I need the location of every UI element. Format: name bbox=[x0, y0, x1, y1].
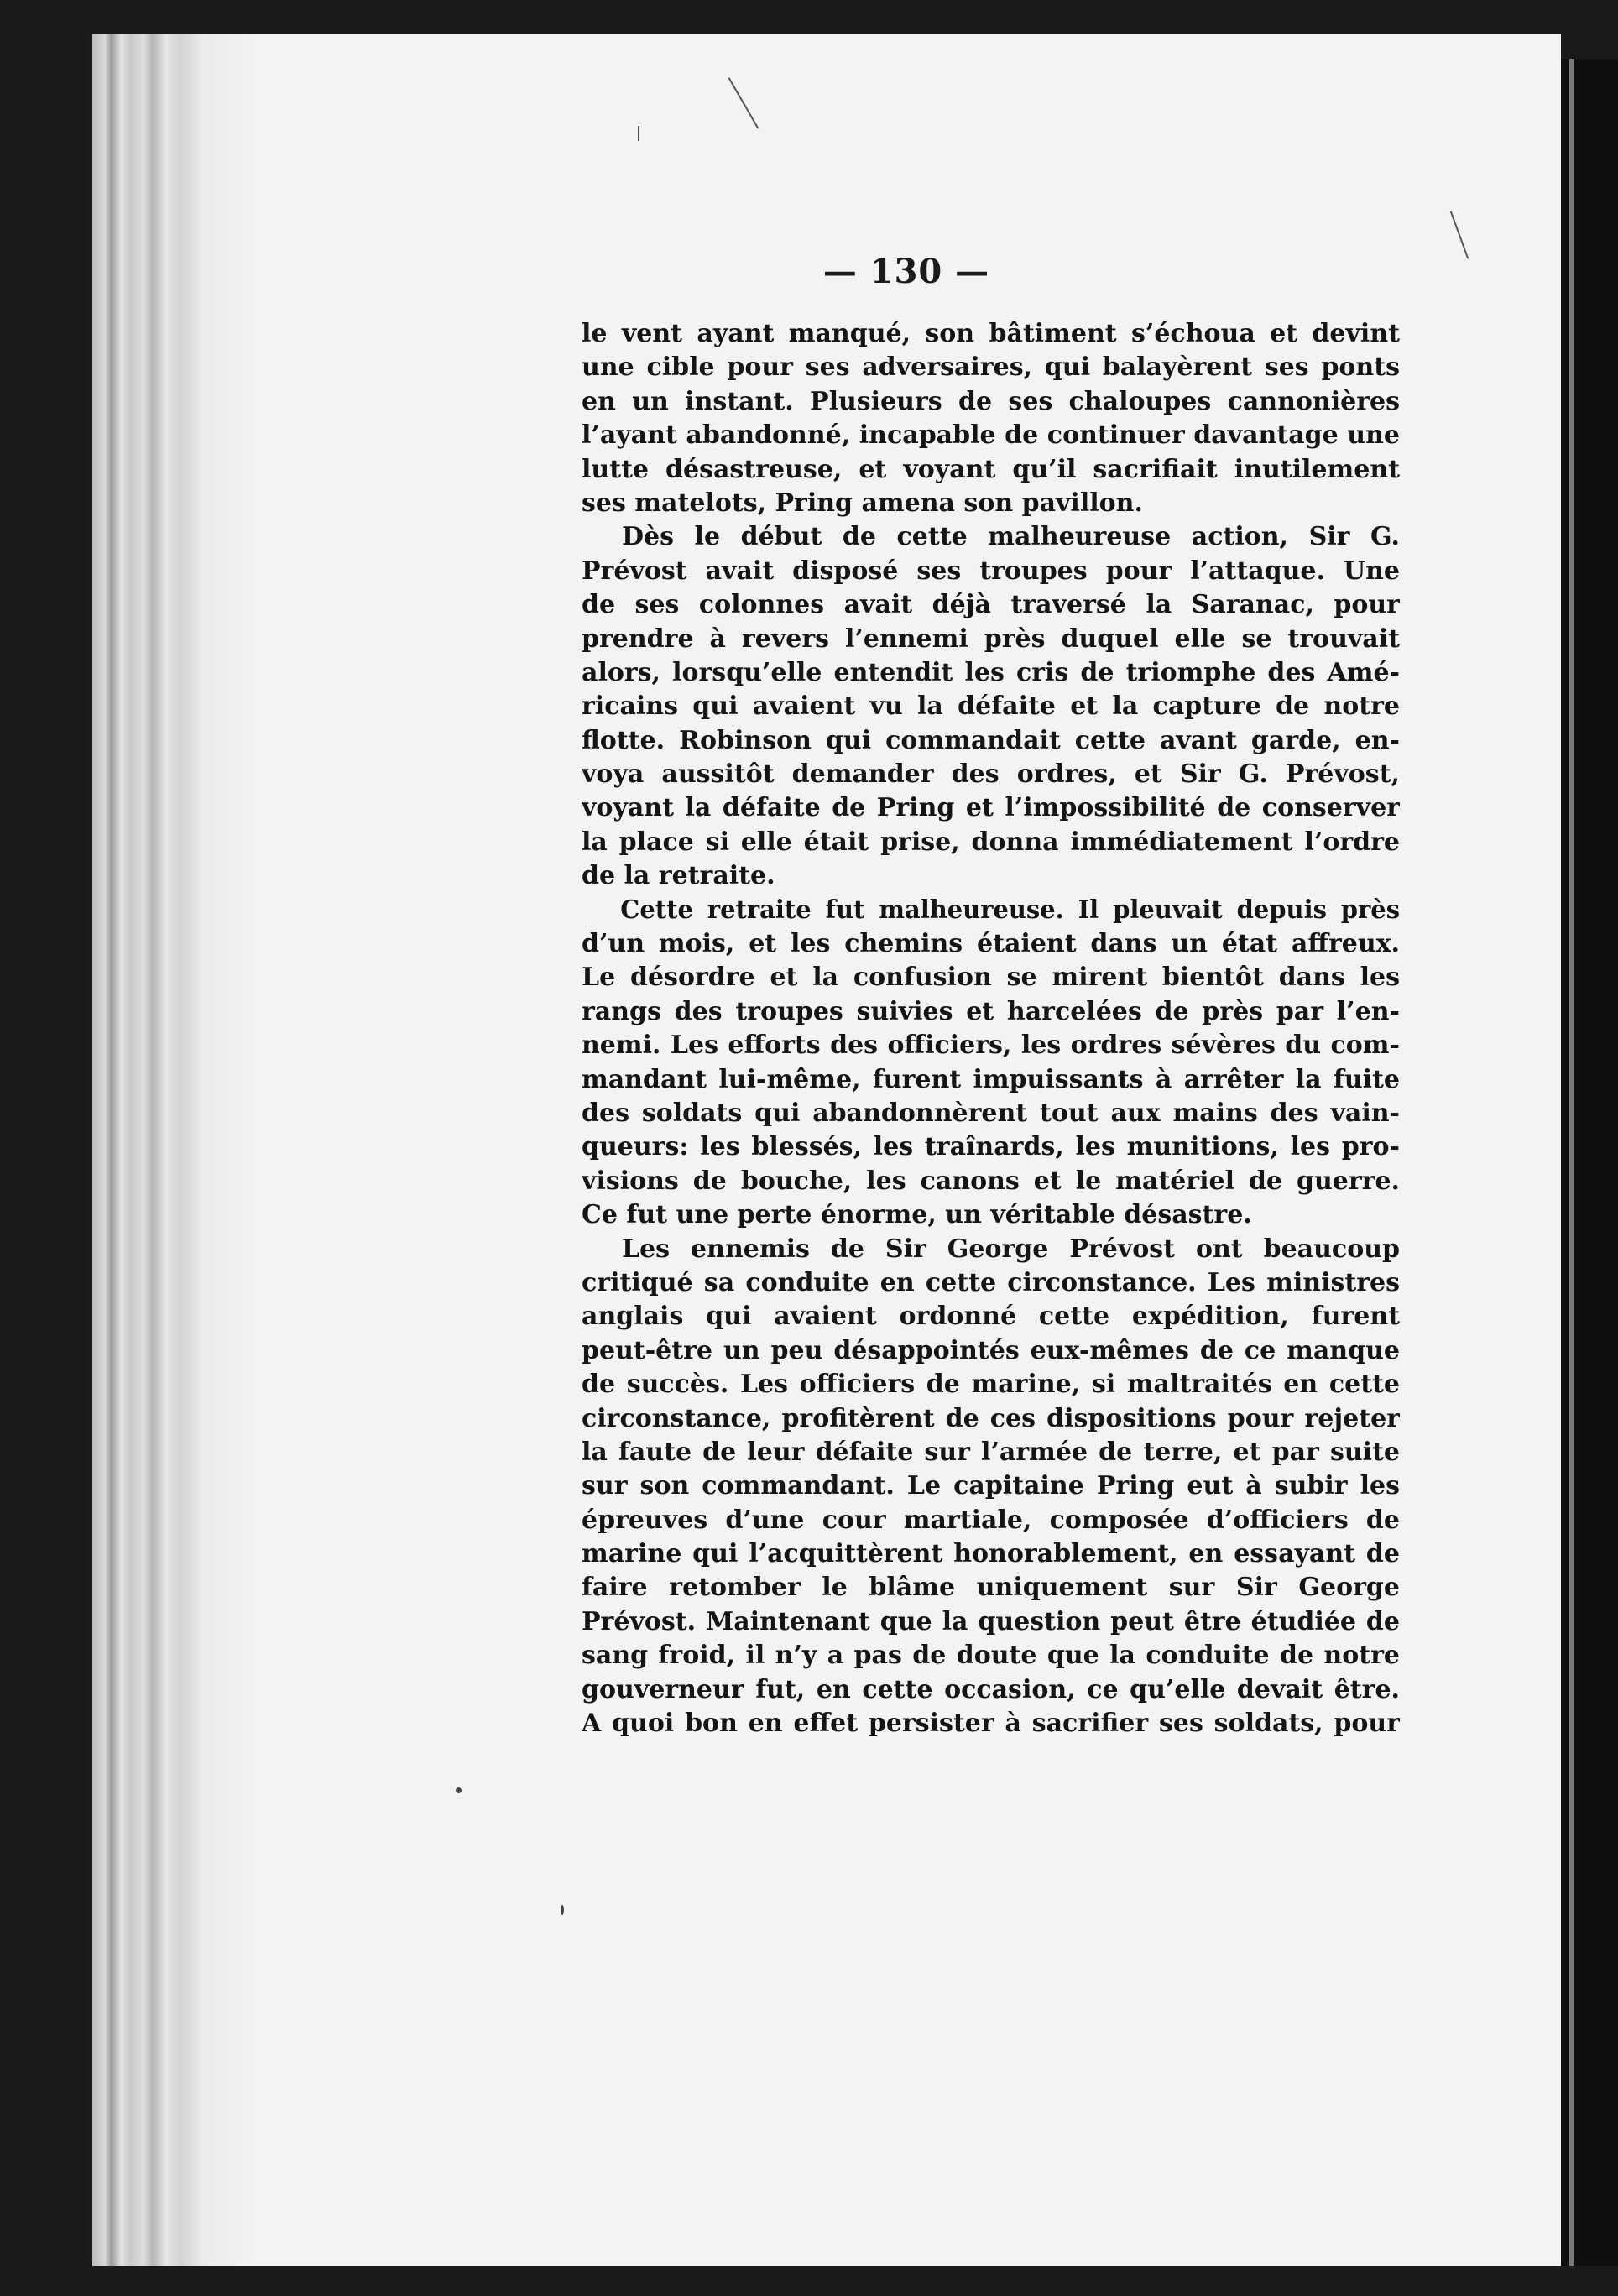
text-line: Dès le début de cette malheureuse action, Sir G. bbox=[622, 522, 1400, 552]
text-line: peut-être un peu désappointés eux-mêmes de ce manque bbox=[582, 1335, 1400, 1365]
text-line: lutte désastreuse, et voyant qu’il sacrifiait inutilement bbox=[582, 454, 1400, 484]
text-line: Cette retraite fut malheureuse. Il pleuvait depuis près bbox=[620, 895, 1400, 925]
text-line: A quoi bon en effet persister à sacrifier ses soldats, pour bbox=[582, 1709, 1400, 1739]
page-number: — 130 — bbox=[822, 252, 990, 291]
text-line: de succès. Les officiers de marine, si maltraités en cette bbox=[582, 1370, 1400, 1400]
text-line: anglais qui avaient ordonné cette expédition, furent bbox=[582, 1302, 1400, 1332]
text-line: mandant lui-même, furent impuissants à arrêter la fuite bbox=[582, 1064, 1400, 1094]
text-line: Prévost. Maintenant que la question peut être étudiée de bbox=[582, 1606, 1400, 1636]
text-line: marine qui l’acquittèrent honorablement, en essayant de bbox=[582, 1539, 1400, 1569]
text-line: Ce fut une perte énorme, un véritable désastre. bbox=[582, 1200, 1252, 1230]
scan-mark bbox=[638, 126, 639, 141]
text-line: queurs: les blessés, les traînards, les munitions, les pro- bbox=[582, 1132, 1400, 1162]
scan-speck bbox=[456, 1787, 462, 1793]
text-line: voya aussitôt demander des ordres, et Sir G. Prévost, bbox=[582, 759, 1400, 790]
text-line: Prévost avait disposé ses troupes pour l’attaque. Une bbox=[582, 556, 1400, 586]
text-line: visions de bouche, les canons et le matériel de guerre. bbox=[582, 1166, 1400, 1196]
text-line: des soldats qui abandonnèrent tout aux mains des vain- bbox=[582, 1098, 1400, 1128]
body-text bbox=[582, 317, 1400, 1740]
text-line: de la retraite. bbox=[582, 861, 775, 891]
book-page-edges bbox=[92, 34, 252, 2266]
text-line: épreuves d’une cour martiale, composée d’officiers de bbox=[582, 1505, 1400, 1535]
facing-page-edge bbox=[1561, 59, 1618, 2266]
text-line: la place si elle était prise, donna immédiatement l’ordre bbox=[582, 827, 1400, 857]
facing-page-border bbox=[1569, 59, 1574, 2266]
text-line: Le désordre et la confusion se mirent bientôt dans les bbox=[582, 963, 1400, 993]
text-line: l’ayant abandonné, incapable de continuer davantage une bbox=[582, 420, 1400, 451]
text-line: ses matelots, Pring amena son pavillon. bbox=[582, 488, 1143, 518]
text-line: d’un mois, et les chemins étaient dans un état affreux. bbox=[582, 929, 1400, 959]
text-line: voyant la défaite de Pring et l’impossibilité de conserver bbox=[582, 793, 1400, 823]
text-line: gouverneur fut, en cette occasion, ce qu’elle devait être. bbox=[582, 1674, 1400, 1704]
text-line: alors, lorsqu’elle entendit les cris de triomphe des Amé- bbox=[582, 657, 1400, 687]
text-line: circonstance, profitèrent de ces dispositions pour rejeter bbox=[582, 1403, 1400, 1433]
text-line: Les ennemis de Sir George Prévost ont beaucoup bbox=[622, 1234, 1400, 1264]
text-line: une cible pour ses adversaires, qui balayèrent ses ponts bbox=[582, 352, 1400, 383]
text-line: faire retomber le blâme uniquement sur Sir George bbox=[582, 1573, 1400, 1603]
text-line: de ses colonnes avait déjà traversé la Saranac, pour bbox=[582, 590, 1400, 620]
text-line: nemi. Les efforts des officiers, les ordres sévères du com- bbox=[582, 1031, 1400, 1061]
text-line: sur son commandant. Le capitaine Pring eut à subir les bbox=[582, 1471, 1400, 1501]
scan-speck bbox=[561, 1905, 564, 1915]
text-line: prendre à revers l’ennemi près duquel elle se trouvait bbox=[582, 624, 1400, 654]
text-line: la faute de leur défaite sur l’armée de terre, et par suite bbox=[582, 1437, 1400, 1467]
text-line: sang froid, il n’y a pas de doute que la conduite de notre bbox=[582, 1641, 1400, 1671]
text-line: ricains qui avaient vu la défaite et la capture de notre bbox=[582, 691, 1400, 722]
text-line: en un instant. Plusieurs de ses chaloupes cannonières bbox=[582, 386, 1400, 416]
text-line: rangs des troupes suivies et harcelées de près par l’en- bbox=[582, 996, 1400, 1026]
text-line: le vent ayant manqué, son bâtiment s’échoua et devint bbox=[582, 319, 1400, 348]
text-line: critiqué sa conduite en cette circonstance. Les ministres bbox=[582, 1267, 1400, 1297]
text-line: flotte. Robinson qui commandait cette avant garde, en- bbox=[582, 725, 1400, 755]
